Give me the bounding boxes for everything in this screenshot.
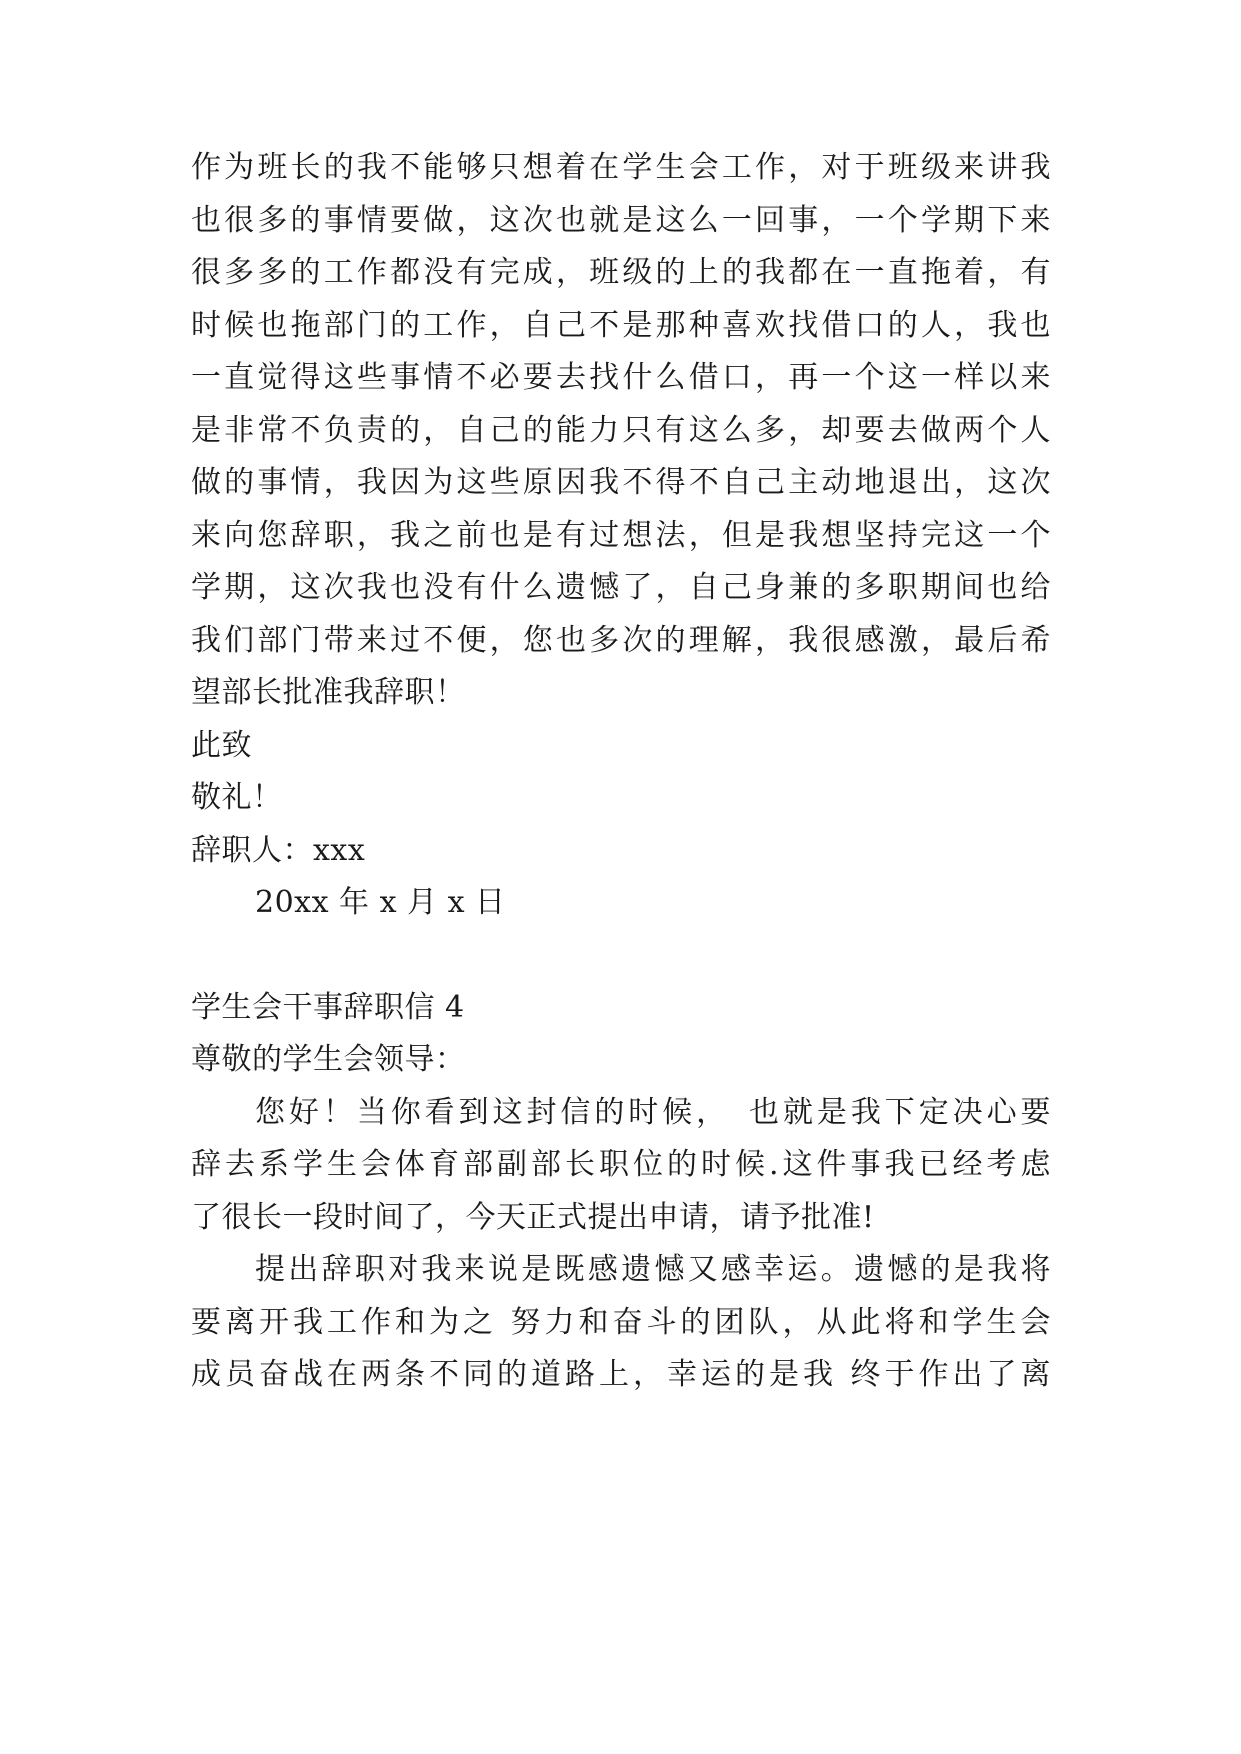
para1-line-2: 也很多的事情要做，这次也就是这么一回事，一个学期下来 — [191, 203, 1051, 238]
para1-line-7: 做的事情，我因为这些原因我不得不自己主动地退出，这次 — [191, 465, 1051, 500]
closing-greeting: 此致 — [191, 728, 252, 763]
letter4-para1-line-3: 了很长一段时间了，今天正式提出申请，请予批准! — [191, 1200, 875, 1235]
para1-line-6: 是非常不负责的，自己的能力只有这么多，却要去做两个人 — [191, 413, 1051, 448]
letter4-para1-line-2: 辞去系学生会体育部副部长职位的时候.这件事我已经考虑 — [191, 1147, 1051, 1182]
letter4-para2-line-3: 成员奋战在两条不同的道路上，幸运的是我 终于作出了离 — [191, 1357, 1051, 1392]
letter4-salutation: 尊敬的学生会领导： — [191, 1042, 466, 1077]
letter4-para2-line-1: 提出辞职对我来说是既感遗憾又感幸运。遗憾的是我将 — [255, 1252, 1051, 1287]
para1-line-3: 很多多的工作都没有完成，班级的上的我都在一直拖着，有 — [191, 255, 1051, 290]
closing-salute: 敬礼！ — [191, 780, 283, 815]
para1-line-4: 时候也拖部门的工作，自己不是那种喜欢找借口的人，我也 — [191, 308, 1051, 343]
letter4-title: 学生会干事辞职信 4 — [191, 990, 465, 1025]
letter4-para2-line-2: 要离开我工作和为之 努力和奋斗的团队，从此将和学生会 — [191, 1305, 1051, 1340]
para1-line-1: 作为班长的我不能够只想着在学生会工作，对于班级来讲我 — [191, 150, 1051, 185]
para1-line-5: 一直觉得这些事情不必要去找什么借口，再一个这一样以来 — [191, 360, 1051, 395]
para1-line-8: 来向您辞职，我之前也是有过想法，但是我想坚持完这一个 — [191, 518, 1051, 553]
closing-date: 20xx 年 x 月 x 日 — [255, 885, 506, 920]
para1-line-11: 望部长批准我辞职！ — [191, 675, 466, 710]
para1-line-9: 学期，这次我也没有什么遗憾了，自己身兼的多职期间也给 — [191, 570, 1051, 605]
letter4-para1-line-1: 您好！当你看到这封信的时候， 也就是我下定决心要 — [255, 1095, 1051, 1130]
para1-line-10: 我们部门带来过不便，您也多次的理解，我很感激，最后希 — [191, 623, 1051, 658]
closing-signer: 辞职人：xxx — [191, 833, 366, 868]
